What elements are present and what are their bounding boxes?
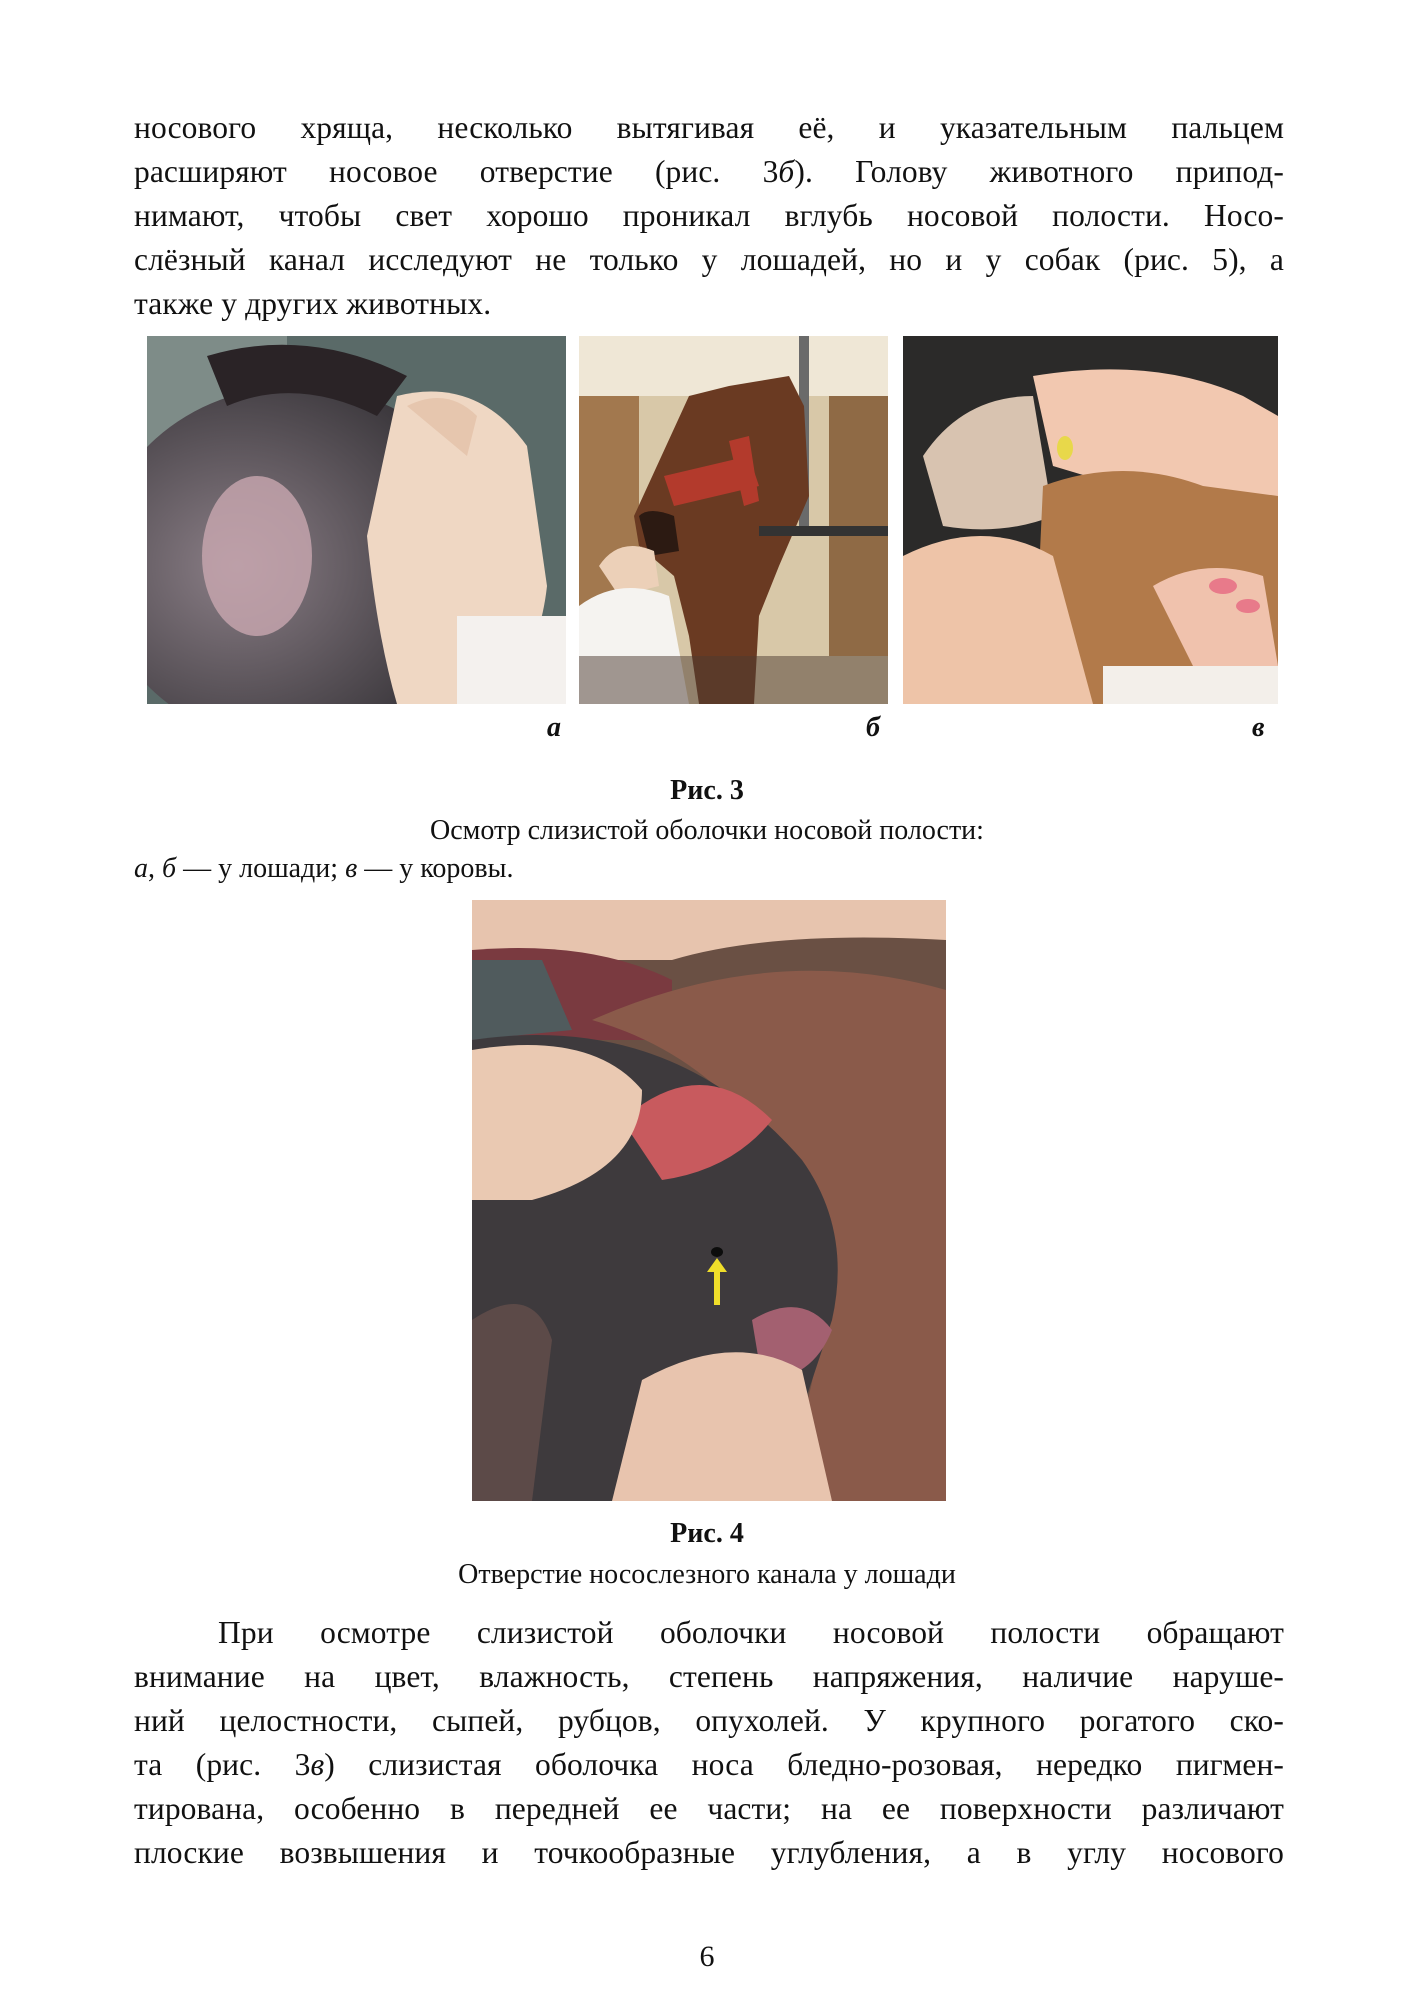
figure-3a-photo	[147, 336, 566, 704]
page-number: 6	[699, 1940, 715, 1973]
figure-4-caption: Отверстие носослезного канала у лошади	[458, 1559, 956, 1590]
text-line: слёзный канал исследуют не только у лошадей, но и у собак (рис. 5), а	[134, 242, 1284, 277]
text-line: носового хряща, несколько вытягивая её, и указательным пальцем	[134, 110, 1284, 145]
text-line: тирована, особенно в передней ее части; на ее поверхности различают	[134, 1791, 1284, 1826]
text-line: внимание на цвет, влажность, степень напряжения, наличие наруше-	[134, 1659, 1284, 1694]
text-line: нимают, чтобы свет хорошо проникал вглубь носовой полости. Носо-	[134, 198, 1284, 233]
figure-3b-photo	[579, 336, 888, 704]
figure-3c-label: в	[1252, 712, 1265, 743]
text-line: ний целостности, сыпей, рубцов, опухолей. У крупного рогатого ско-	[134, 1703, 1284, 1738]
figure-3c-photo	[903, 336, 1278, 704]
figure-3-caption: Осмотр слизистой оболочки носовой полости:	[430, 815, 984, 846]
figure-3b-label: б	[866, 712, 880, 743]
text-line: При осмотре слизистой оболочки носовой полости обращают	[218, 1615, 1284, 1650]
figure-3-caption-legend: а, б — у лошади; в — у коровы.	[134, 853, 514, 884]
text-line: плоские возвышения и точкообразные углубления, а в углу носового	[134, 1835, 1284, 1870]
figure-4-photo	[472, 900, 946, 1501]
bottom-paragraph	[134, 1611, 1284, 1875]
text-line: расширяют носовое отверстие (рис. 3б). Голову животного припод-	[134, 154, 1284, 189]
figure-4-title: Рис. 4	[670, 1518, 744, 1549]
text-line: та (рис. 3в) слизистая оболочка носа бледно-розовая, нередко пигмен-	[134, 1747, 1284, 1782]
figure-3-title: Рис. 3	[670, 775, 744, 806]
top-paragraph	[134, 106, 1284, 326]
text-line: также у других животных.	[134, 286, 492, 321]
figure-3a-label: а	[547, 712, 561, 743]
